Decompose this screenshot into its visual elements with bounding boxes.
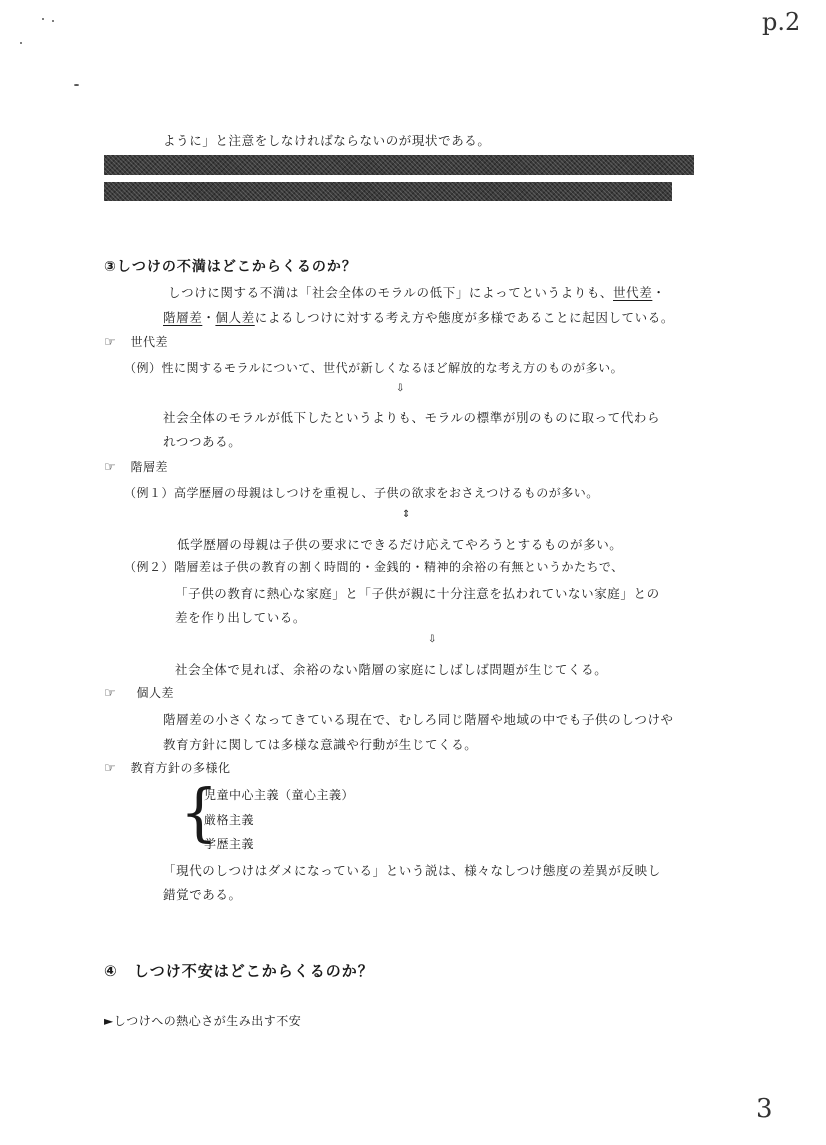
- scan-speck: [20, 42, 22, 44]
- intro-line: ように」と注意をしなければならないのが現状である。: [163, 133, 491, 148]
- paragraph-text: ・: [652, 285, 666, 300]
- paragraph-text: によるしつけに対する考え方や態度が多様であることに起因している。: [254, 310, 674, 325]
- generation-example: （例）性に関するモラルについて、世代が新しくなるほど解放的な考え方のものが多い。: [124, 361, 624, 375]
- pointing-hand-icon: ☞: [104, 335, 117, 350]
- underlined-term-generation: 世代差: [613, 285, 653, 300]
- redaction-bar: [104, 155, 694, 175]
- triangle-pointer-icon: ►: [104, 1014, 114, 1028]
- underlined-term-class: 階層差: [163, 310, 203, 325]
- section-3-paragraph-line-1: [168, 283, 665, 301]
- scan-speck: [42, 18, 44, 20]
- class-title: 階層差: [130, 460, 168, 474]
- pointing-hand-icon: ☞: [104, 686, 117, 701]
- individual-line-1: 階層差の小さくなってきている現在で、むしろ同じ階層や地域の中でも子供のしつけや: [163, 712, 674, 727]
- class-example-2-conclusion: 社会全体で見れば、余裕のない階層の家庭にしばしば問題が生じてくる。: [175, 662, 608, 677]
- curly-brace-icon: {: [180, 776, 219, 850]
- individual-line-2: 教育方針に関しては多様な意識や行動が生じてくる。: [163, 737, 478, 752]
- policy-note-line-2: 錯覚である。: [163, 887, 242, 902]
- paragraph-text: しつけに関する不満は「社会全体のモラルの低下」によってというよりも、: [168, 285, 614, 300]
- section-4-heading: ④ しつけ不安はどこからくるのか？: [104, 962, 374, 980]
- policy-item: 児童中心主義（童心主義）: [204, 788, 355, 802]
- policy-item: 厳格主義: [204, 813, 255, 827]
- class-example-1: （例１）高学歴層の母親はしつけを重視し、子供の欲求をおさえつけるものが多い。: [124, 486, 599, 500]
- underlined-term-individual: 個人差: [215, 310, 255, 325]
- up-down-arrow-icon: ⇕: [402, 509, 411, 520]
- page-number: 3: [756, 1094, 773, 1124]
- class-heading: [104, 458, 168, 475]
- generation-heading: [104, 333, 168, 350]
- page-mark: p.2: [762, 8, 801, 36]
- generation-title: 世代差: [130, 335, 168, 349]
- section-4-sub-text: しつけへの熱心さが生み出す不安: [113, 1014, 302, 1028]
- down-arrow-icon: ⇩: [428, 634, 437, 645]
- section-4-subheading: [104, 1012, 301, 1029]
- paragraph-text: ・: [202, 310, 216, 325]
- policy-note-line-1: 「現代のしつけはダメになっている」という説は、様々なしつけ態度の差異が反映し: [163, 863, 661, 878]
- pointing-hand-icon: ☞: [104, 460, 117, 475]
- policy-title: 教育方針の多様化: [130, 761, 231, 775]
- scan-speck: [52, 20, 54, 22]
- class-example-2-line-1: （例２）階層差は子供の教育の割く時間的・金銭的・精神的余裕の有無というかたちで、: [124, 560, 624, 574]
- pointing-hand-icon: ☞: [104, 761, 117, 776]
- policy-item: 学歴主義: [204, 837, 255, 851]
- down-arrow-icon: ⇩: [396, 383, 405, 394]
- scan-speck: [74, 84, 79, 86]
- section-3-heading: ③しつけの不満はどこからくるのか？: [104, 259, 357, 275]
- class-example-2-line-2: 「子供の教育に熱心な家庭」と「子供が親に十分注意を払われていない家庭」との: [175, 586, 660, 601]
- individual-title: 個人差: [136, 686, 174, 700]
- generation-conclusion-line-2: れつつある。: [163, 434, 242, 449]
- class-example-1-contrast: 低学歴層の母親は子供の要求にできるだけ応えてやろうとするものが多い。: [177, 537, 623, 552]
- individual-heading: [104, 684, 174, 701]
- policy-heading: [104, 759, 231, 776]
- section-3-paragraph-line-2: [163, 308, 674, 326]
- redaction-bar: [104, 182, 672, 201]
- class-example-2-line-3: 差を作り出している。: [175, 610, 307, 625]
- generation-conclusion-line-1: 社会全体のモラルが低下したというよりも、モラルの標準が別のものに取って代わら: [163, 410, 661, 425]
